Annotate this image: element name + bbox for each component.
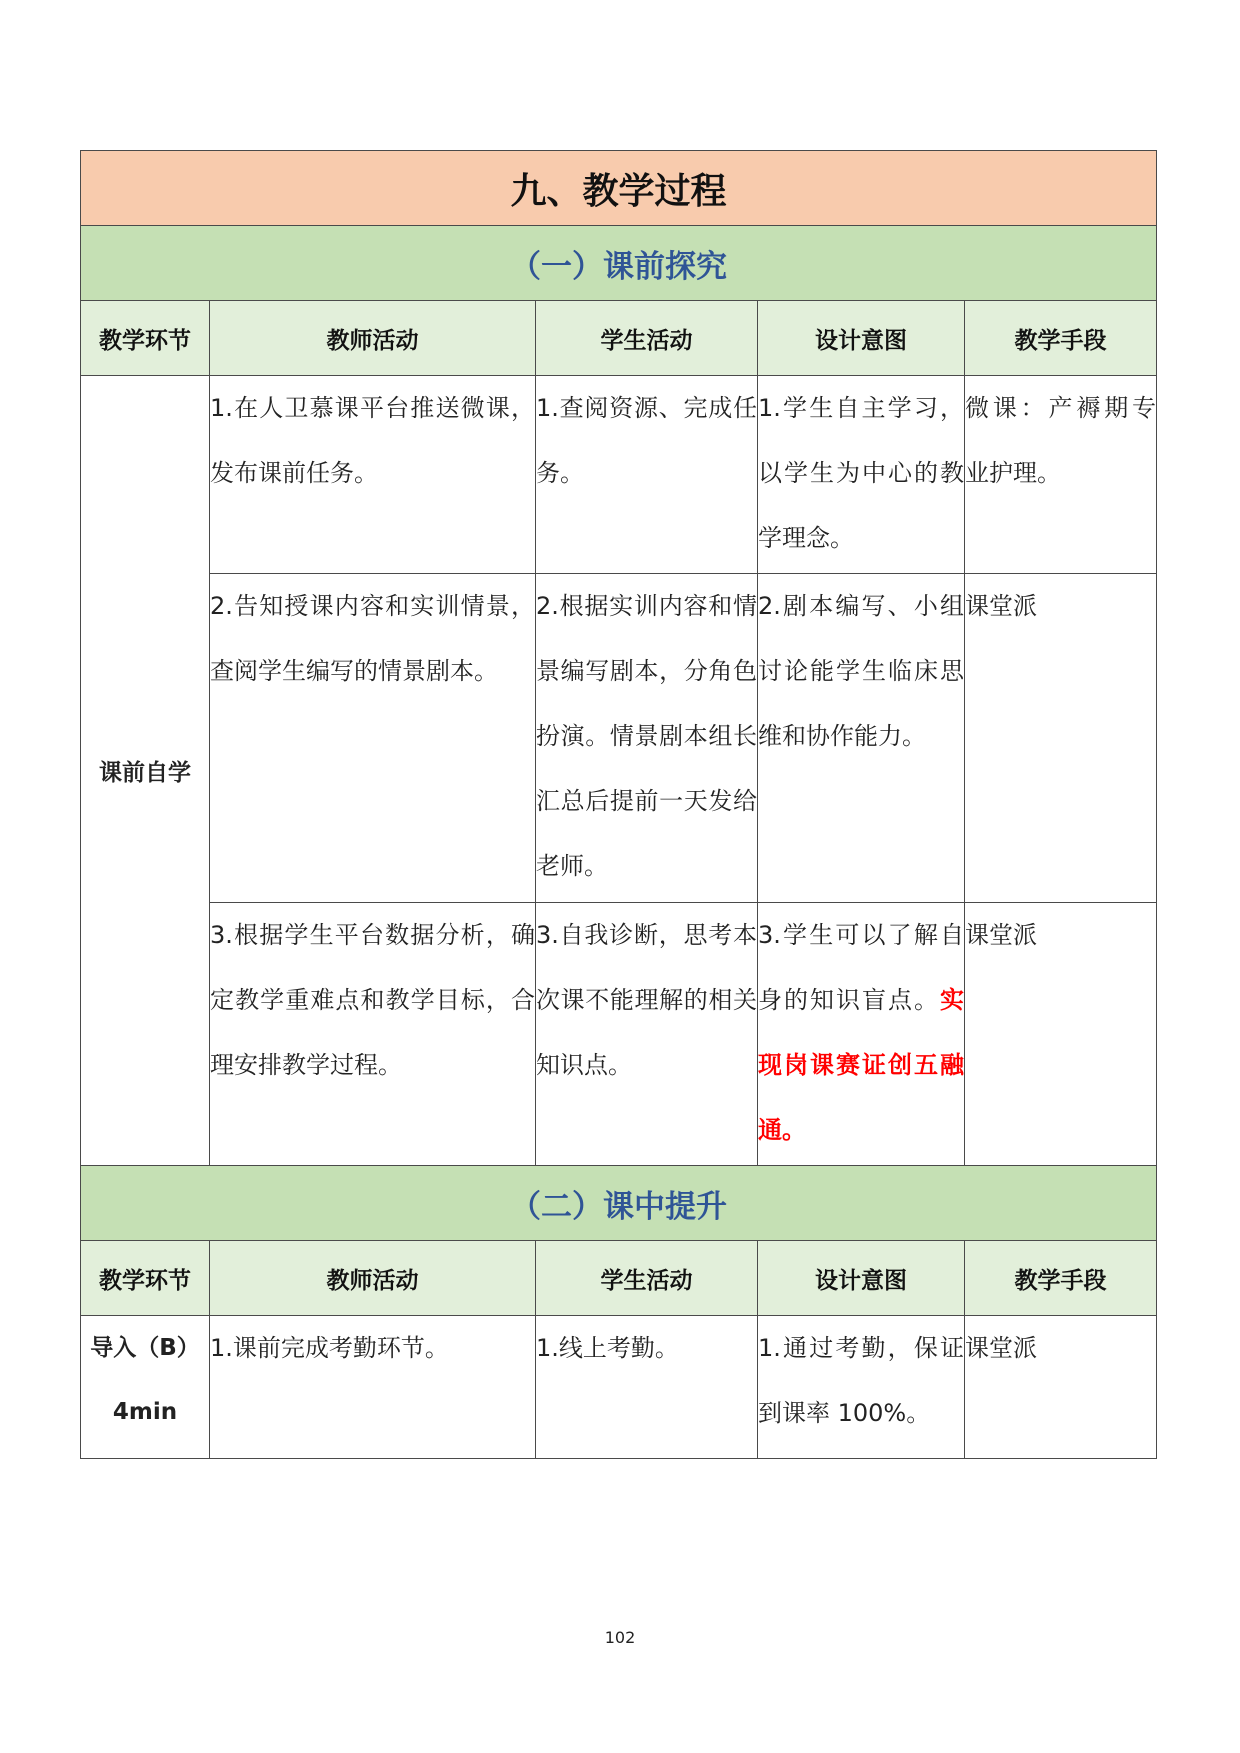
teaching-means: 课堂派 [965, 903, 1157, 1166]
teaching-means: 微课：产褥期专业护理。 [965, 376, 1157, 574]
header-stage: 教学环节 [81, 1241, 210, 1316]
header-teacher: 教师活动 [210, 1241, 536, 1316]
stage-name: 导入（B） [90, 1335, 200, 1361]
student-activity: 1.线上考勤。 [536, 1316, 758, 1459]
header-student: 学生活动 [536, 301, 758, 376]
header-student: 学生活动 [536, 1241, 758, 1316]
design-intent-highlight: 实现岗课赛证创五融通。 [758, 986, 964, 1144]
design-intent-text: 3.学生可以了解自身的知识盲点。 [758, 921, 964, 1014]
header-stage: 教学环节 [81, 301, 210, 376]
section-heading-row [81, 1166, 1157, 1241]
page-title: 九、教学过程 [81, 151, 1157, 226]
teaching-process-table [80, 150, 1157, 1459]
header-row [81, 301, 1157, 376]
teacher-activity: 2.告知授课内容和实训情景，查阅学生编写的情景剧本。 [210, 574, 536, 903]
teacher-activity: 1.课前完成考勤环节。 [210, 1316, 536, 1459]
design-intent: 1.通过考勤，保证到课率 100%。 [758, 1316, 965, 1459]
stage-cell [81, 1316, 210, 1459]
table-row [81, 1316, 1157, 1459]
header-means: 教学手段 [965, 1241, 1157, 1316]
design-intent: 2.剧本编写、小组讨论能学生临床思维和协作能力。 [758, 574, 965, 903]
header-teacher: 教师活动 [210, 301, 536, 376]
stage-time: 4min [112, 1399, 178, 1425]
teacher-activity: 1.在人卫慕课平台推送微课，发布课前任务。 [210, 376, 536, 574]
table-row [81, 903, 1157, 1166]
stage-cell: 课前自学 [81, 376, 210, 1166]
design-intent [758, 903, 965, 1166]
header-intent: 设计意图 [758, 1241, 965, 1316]
page-number: 102 [604, 1628, 636, 1647]
design-intent: 1.学生自主学习，以学生为中心的教学理念。 [758, 376, 965, 574]
student-activity: 2.根据实训内容和情景编写剧本，分角色扮演。情景剧本组长汇总后提前一天发给老师。 [536, 574, 758, 903]
title-row [81, 151, 1157, 226]
teaching-means: 课堂派 [965, 574, 1157, 903]
student-activity: 1.查阅资源、完成任务。 [536, 376, 758, 574]
header-row [81, 1241, 1157, 1316]
header-means: 教学手段 [965, 301, 1157, 376]
section-heading: （一）课前探究 [81, 226, 1157, 301]
teacher-activity: 3.根据学生平台数据分析，确定教学重难点和教学目标，合理安排教学过程。 [210, 903, 536, 1166]
section-heading-row [81, 226, 1157, 301]
table-row [81, 376, 1157, 574]
student-activity: 3.自我诊断，思考本次课不能理解的相关知识点。 [536, 903, 758, 1166]
header-intent: 设计意图 [758, 301, 965, 376]
teaching-means: 课堂派 [965, 1316, 1157, 1459]
table-row [81, 574, 1157, 903]
section-heading: （二）课中提升 [81, 1166, 1157, 1241]
